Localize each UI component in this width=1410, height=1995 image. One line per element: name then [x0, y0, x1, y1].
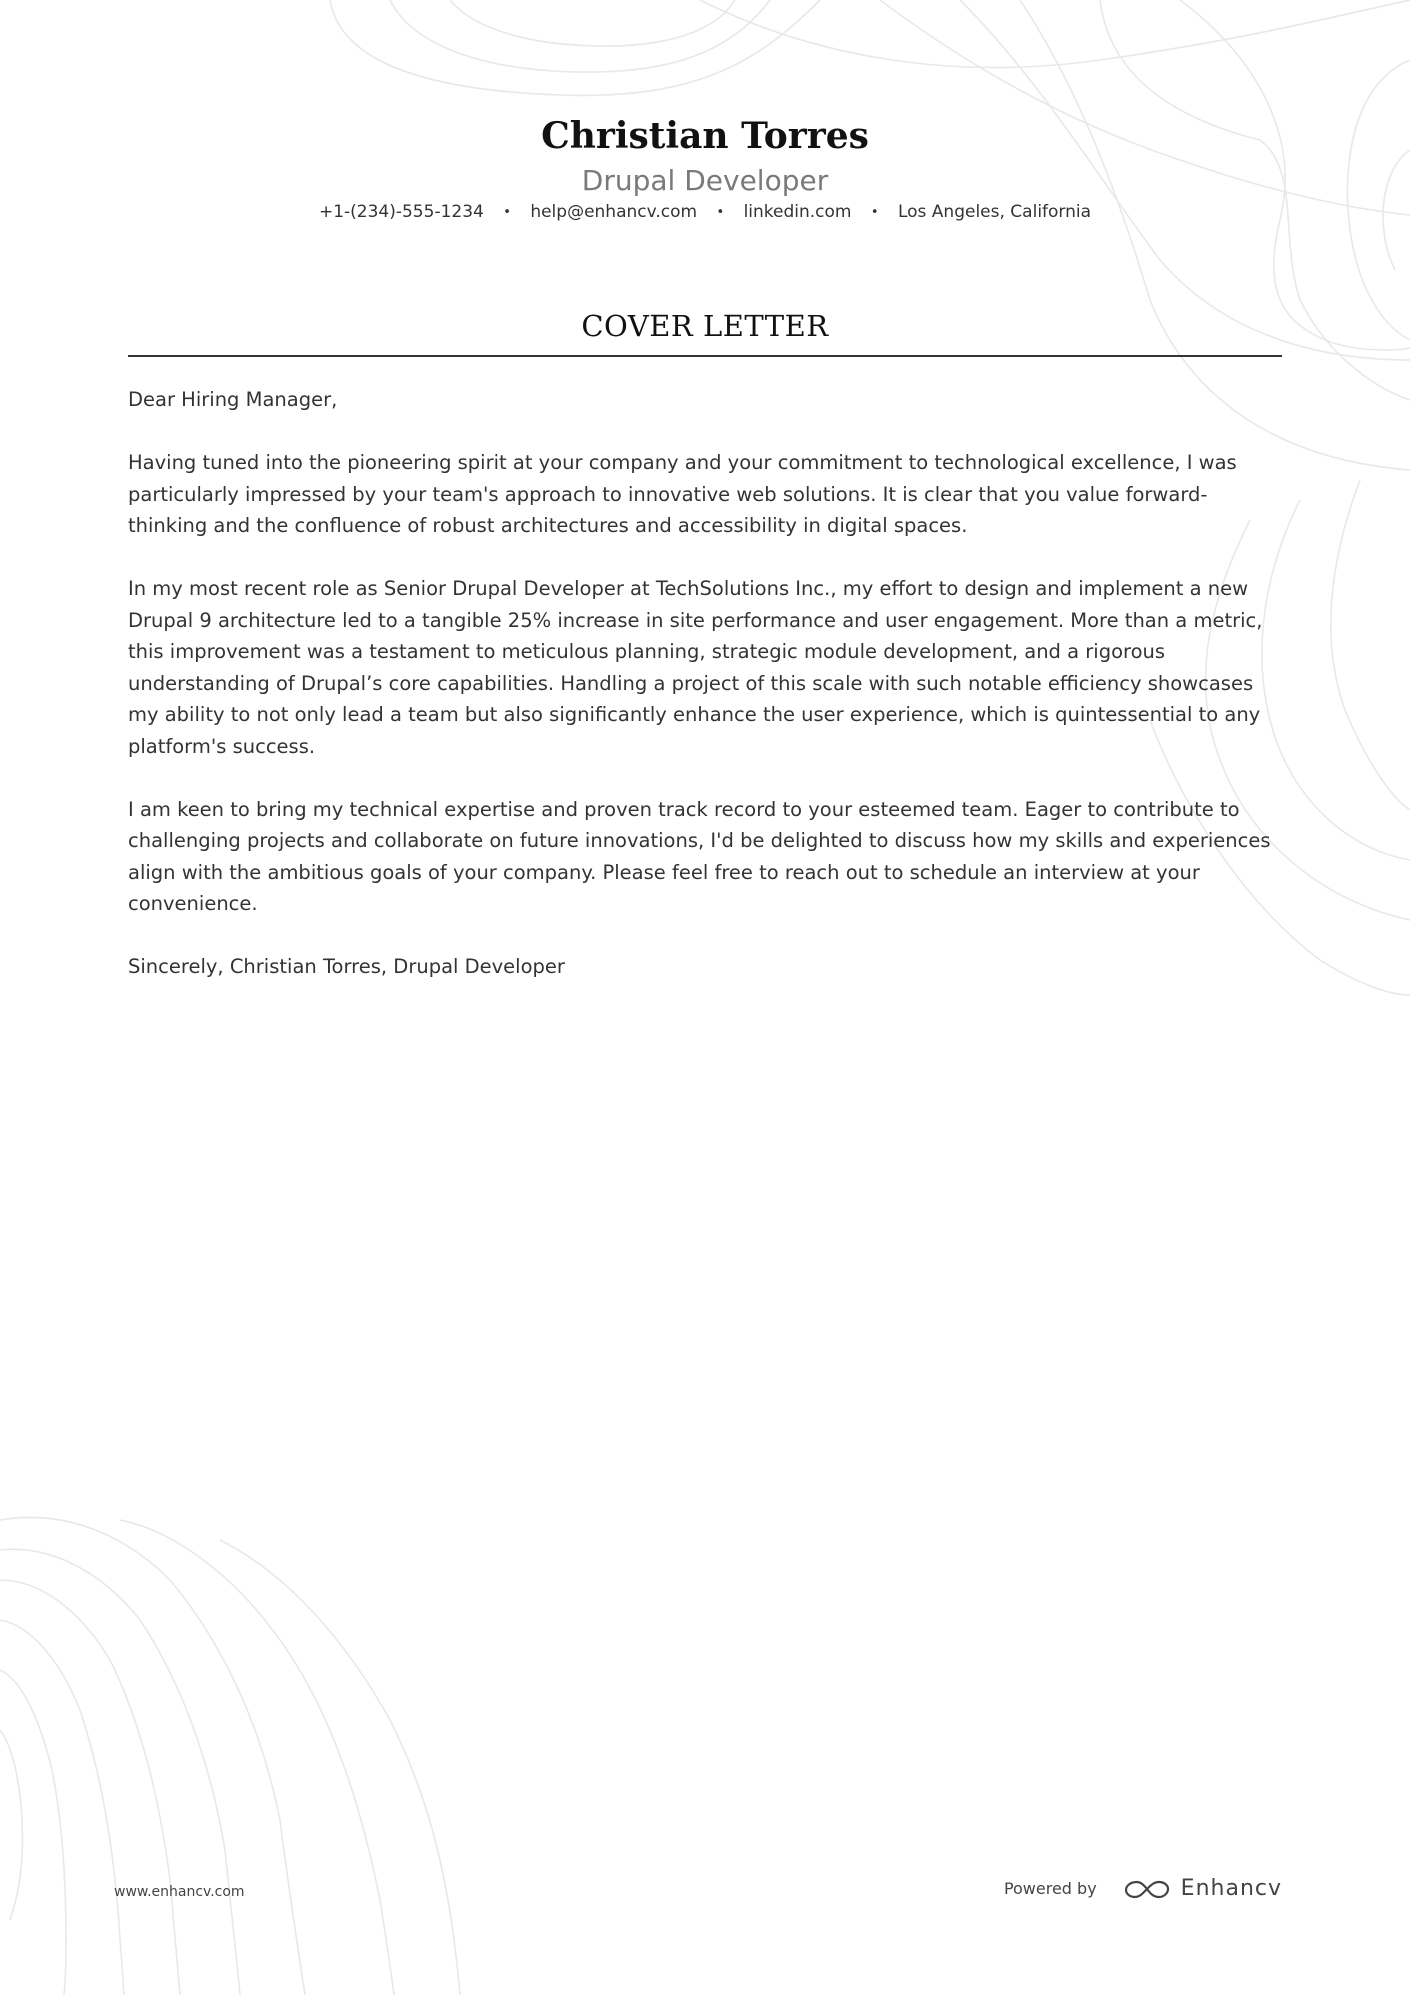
enhancv-logo-icon [1123, 1877, 1171, 1901]
letter-greeting: Dear Hiring Manager, [128, 388, 338, 411]
letter-paragraph: In my most recent role as Senior Drupal Developer at TechSolutions Inc., my effort to design and implement a new Drupal 9 architecture led to a tangible 25% increase in site performance and user engagement. More than a metric, this improvement was a testament to meticulous planning, strategic module development, and a rigorous understanding of Drupal’s core capabilities. Handling a project of this scale with such notable efficiency showcases my ability to not only lead a team but also significantly enhance the user experience, which is quintessential to any platform's success. [128, 577, 1263, 758]
section-title: COVER LETTER [581, 309, 829, 343]
applicant-job-title: Drupal Developer [581, 164, 829, 197]
contact-linkedin[interactable]: linkedin.com [743, 202, 852, 222]
contact-separator: • [503, 205, 511, 220]
letter-paragraph: Having tuned into the pioneering spirit at your company and your commitment to technological excellence, I was particularly impressed by your team's approach to innovative web solutions. It is clear that you value forward-thinking and the confluence of robust architectures and accessibility in digital spaces. [128, 451, 1237, 537]
contact-separator: • [716, 205, 725, 220]
applicant-name: Christian Torres [541, 115, 869, 157]
contact-phone: +1-(234)-555-1234 [318, 202, 484, 222]
contact-info-row [0, 200, 1410, 225]
letter-paragraph: I am keen to bring my technical expertise and proven track record to your esteemed team. Eager to contribute to challenging projects and collaborate on future innovations, I'd be delighted to discuss how my skills and experiences align with the ambitious goals of your company. Please feel free to reach out to schedule an interview at your convenience. [128, 797, 1271, 915]
letter-closing: Sincerely, Christian Torres, Drupal Developer [128, 955, 565, 978]
letter-header [0, 110, 1410, 225]
enhancv-brand-name: Enhancv [1180, 1876, 1282, 1901]
letter-body [128, 384, 1282, 1014]
contact-separator: • [870, 205, 879, 220]
contact-email[interactable]: help@enhancv.com [530, 202, 698, 222]
contact-location: Los Angeles, California [897, 202, 1092, 222]
powered-by-label: Powered by [1003, 1879, 1097, 1898]
section-divider [128, 355, 1282, 357]
powered-by-badge[interactable] [1004, 1876, 1282, 1901]
footer-website-link[interactable]: www.enhancv.com [114, 1884, 245, 1900]
